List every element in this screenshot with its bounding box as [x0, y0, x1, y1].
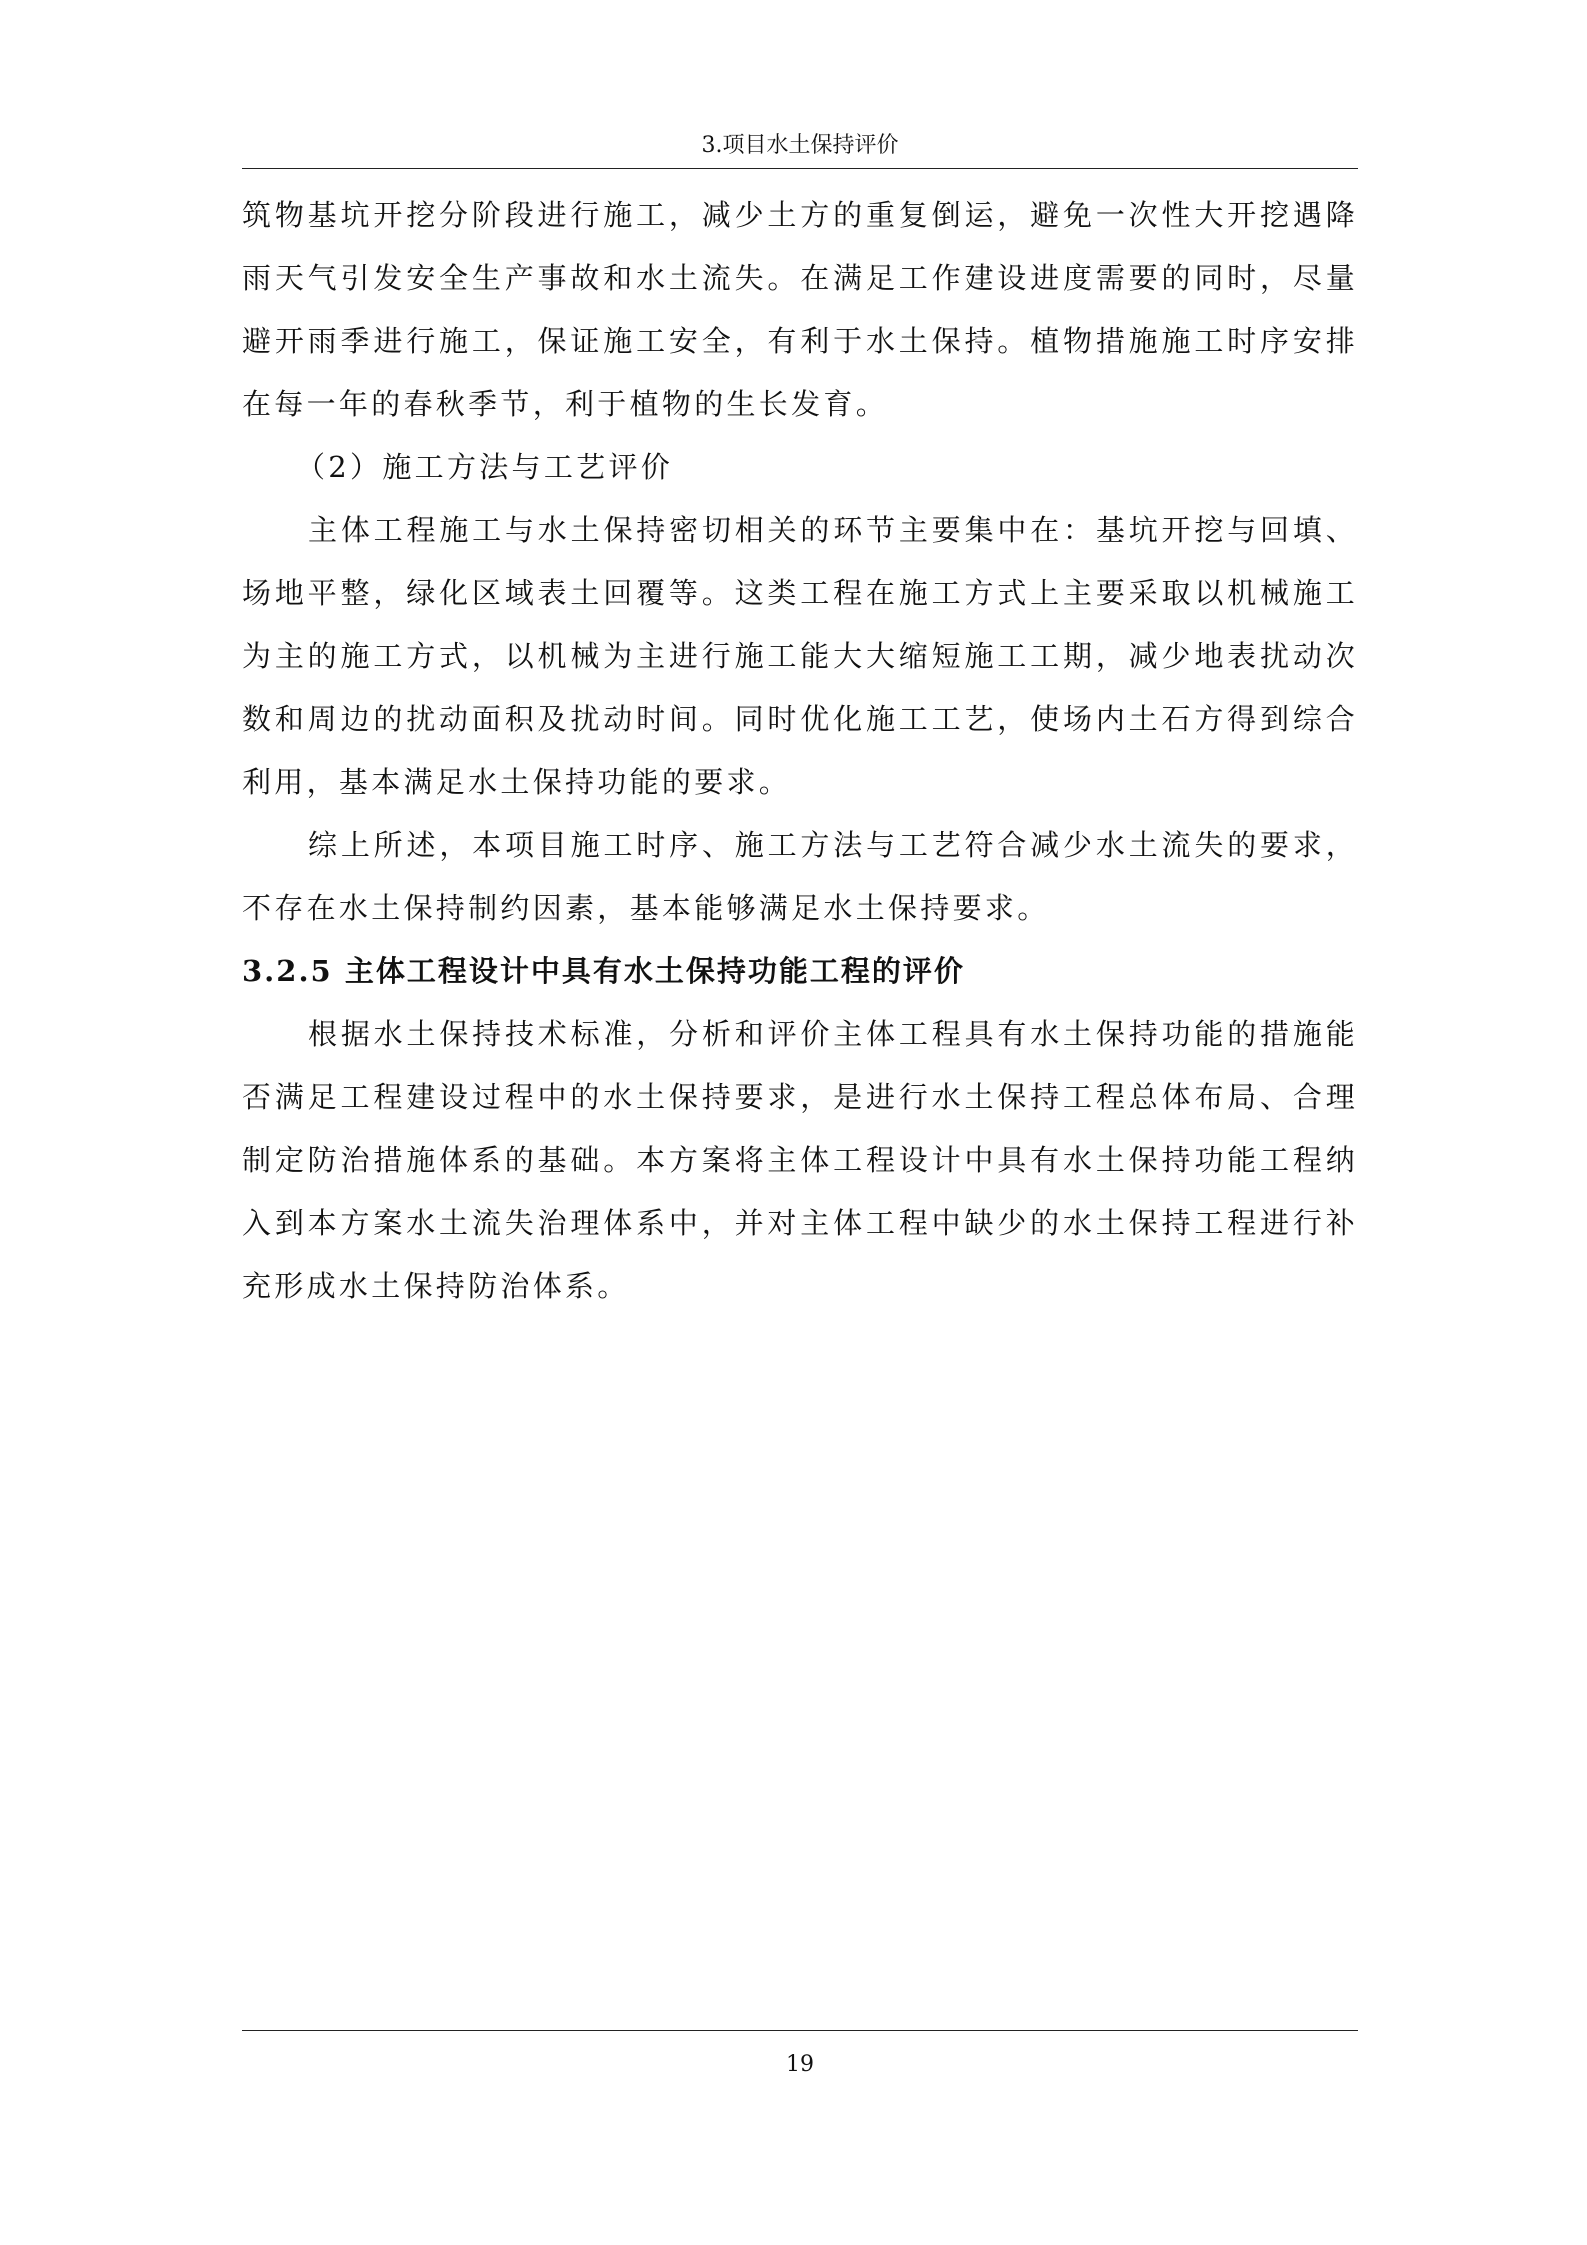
page-body	[242, 184, 1358, 1318]
section-heading-3-2-5: 3.2.5 主体工程设计中具有水土保持功能工程的评价	[242, 954, 965, 988]
subheading-construction-method: （2）施工方法与工艺评价	[296, 450, 674, 484]
running-header: 3.项目水土保持评价	[701, 133, 899, 158]
paragraph-summary: 综上所述，本项目施工时序、施工方法与工艺符合减少水土流失的要求，不存在水土保持制约因素，基本能够满足水土保持要求。	[242, 828, 1358, 925]
paragraph-construction-sequence: 筑物基坑开挖分阶段进行施工，减少土方的重复倒运，避免一次性大开挖遇降雨天气引发安全生产事故和水土流失。在满足工作建设进度需要的同时，尽量避开雨季进行施工，保证施工安全，有利于水土保持。植物措施施工时序安排在每一年的春秋季节，利于植物的生长发育。	[242, 198, 1358, 421]
header-divider	[242, 168, 1358, 169]
page-number: 19	[786, 2052, 814, 2077]
footer-divider	[242, 2030, 1358, 2031]
paragraph-construction-method: 主体工程施工与水土保持密切相关的环节主要集中在：基坑开挖与回填、场地平整，绿化区域表土回覆等。这类工程在施工方式上主要采取以机械施工为主的施工方式，以机械为主进行施工能大大缩短施工工期，减少地表扰动次数和周边的扰动面积及扰动时间。同时优化施工工艺，使场内土石方得到综合利用，基本满足水土保持功能的要求。	[242, 513, 1358, 799]
paragraph-evaluation-basis: 根据水土保持技术标准，分析和评价主体工程具有水土保持功能的措施能否满足工程建设过程中的水土保持要求，是进行水土保持工程总体布局、合理制定防治措施体系的基础。本方案将主体工程设计中具有水土保持功能工程纳入到本方案水土流失治理体系中，并对主体工程中缺少的水土保持工程进行补充形成水土保持防治体系。	[242, 1017, 1358, 1303]
